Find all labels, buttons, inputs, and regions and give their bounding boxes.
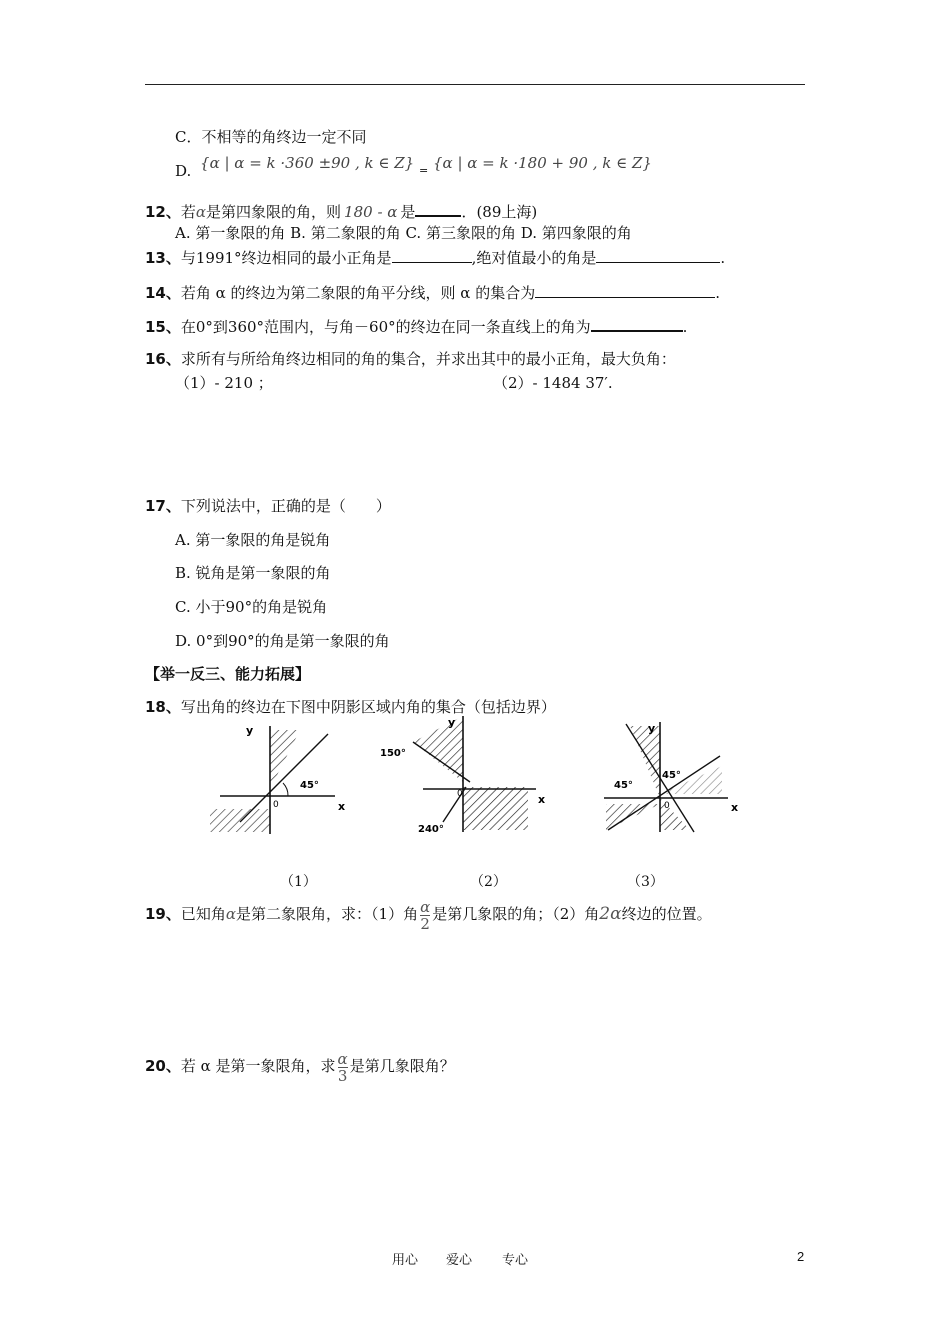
q13-text2: ,绝对值最小的角是 [471,249,597,267]
q12-source: ．(89上海) [461,203,538,221]
y-label: y [448,716,456,729]
question-number: 12、 [145,203,181,221]
q19-mid2: 是第几象限的角；（2）角 [432,905,600,923]
footer-c: 专心 [502,1253,529,1268]
answer-blank[interactable] [392,247,472,263]
q13-end: . [720,249,726,267]
fraction-denominator: 3 [337,1066,348,1085]
origin-label: 0 [457,789,463,799]
q12-alpha: α [195,203,207,221]
question-15 [145,315,687,337]
footer-a: 用心 [392,1253,419,1268]
question-12 [145,200,537,222]
x-label: x [338,800,346,813]
q12-post: 是 [400,203,416,221]
q19-two-alpha: 2α [599,904,622,924]
question-16 [145,349,676,369]
header-rule [145,84,805,85]
q17-option-b: B. 锐角是第一象限的角 [175,564,331,582]
q17-option-c: C. 小于90°的角是锐角 [175,598,328,616]
q16-part1: （1）- 210 ； [175,374,273,392]
q12-pre: 若 [180,203,196,221]
set-right: {α | α = k ·180 + 90 , k ∈ Z} [433,154,652,172]
y-label: y [246,724,254,737]
q13-text1: 与1991°终边相同的最小正角是 [180,249,392,267]
question-number: 13、 [145,249,181,267]
section-heading: 【举一反三、能力拓展】 [145,665,311,683]
q14-text: 若角 α 的终边为第二象限的角平分线，则 α 的集合为 [180,284,536,302]
footer-b: 爱心 [446,1253,473,1268]
fraction-numerator: α [420,897,431,916]
answer-blank[interactable] [596,247,720,263]
q17-option-d: D. 0°到90°的角是第一象限的角 [175,632,390,650]
question-number: 15、 [145,318,181,336]
q16-part2: （2）- 1484 37′. [493,374,613,392]
shaded-region-q1 [270,730,300,789]
q19-alpha: α [225,905,237,923]
origin-label: 0 [273,800,279,810]
set-left: {α | α = k ·360 ±90 , k ∈ Z} [200,154,415,172]
angle-label-left: 45° [614,780,633,791]
question-20 [145,1048,455,1084]
figure-2 [378,712,553,837]
q16-text: 求所有与所给角终边相同的角的集合，并求出其中的最小正角，最大负角： [180,350,676,368]
question-number: 14、 [145,284,181,302]
option-d-label: D. [175,162,192,180]
q14-end: . [715,284,720,302]
answer-blank[interactable] [535,282,715,298]
q20-post: 是第几象限角？ [349,1057,455,1075]
set-eq: = [419,164,429,177]
q17-text: 下列说法中，正确的是（ ） [180,497,391,515]
question-number: 19、 [145,905,181,923]
answer-blank[interactable] [415,200,461,217]
figure-1 [210,722,350,837]
x-label: x [538,793,546,806]
answer-blank[interactable] [591,315,683,332]
option-d [175,153,652,180]
question-13 [145,247,725,268]
figure-3-caption: （3） [627,874,664,890]
q20-pre: 若 α 是第一象限角，求 [180,1057,336,1075]
q12-mid: 是第四象限的角，则 [206,203,342,221]
fraction-denominator: 2 [420,914,430,933]
question-17 [145,496,391,516]
fraction-alpha-over-3 [338,1051,348,1084]
y-label: y [648,722,656,735]
angle-label-150: 150° [380,748,406,759]
q17-option-a: A. 第一象限的角是锐角 [175,531,331,549]
angle-label-240: 240° [418,824,444,835]
q12-expr: 180 - α [344,203,398,221]
angle-label-right: 45° [662,770,681,781]
option-c: C．不相等的角终边一定不同 [175,128,367,146]
shaded-region-q4 [463,787,528,830]
fraction-numerator: α [337,1049,348,1068]
q19-pre: 已知角 [180,905,226,923]
angle-label: 45° [300,780,319,791]
fraction-alpha-over-2 [420,899,430,932]
question-14 [145,282,720,303]
q12-options: A. 第一象限的角 B. 第二象限的角 C. 第三象限的角 D. 第四象限的角 [175,224,632,242]
question-number: 17、 [145,497,181,515]
q19-post: 终边的位置。 [621,905,712,923]
origin-label: 0 [664,801,670,811]
question-19 [145,896,712,932]
figure-2-caption: （2） [470,874,507,890]
q19-mid: 是第二象限角，求：（1）角 [236,905,419,923]
question-number: 18、 [145,698,181,716]
question-number: 20、 [145,1057,181,1075]
shaded-region-q3 [210,809,270,832]
question-number: 16、 [145,350,181,368]
q15-text: 在0°到360°范围内，与角－60°的终边在同一条直线上的角为 [180,318,591,336]
q15-end: . [682,318,688,336]
page-number: 2 [797,1249,805,1264]
q18-text: 写出角的终边在下图中阴影区域内角的集合（包括边界） [180,698,556,716]
figure-1-caption: （1） [280,874,317,890]
figure-3 [598,718,743,836]
x-label: x [731,801,739,814]
